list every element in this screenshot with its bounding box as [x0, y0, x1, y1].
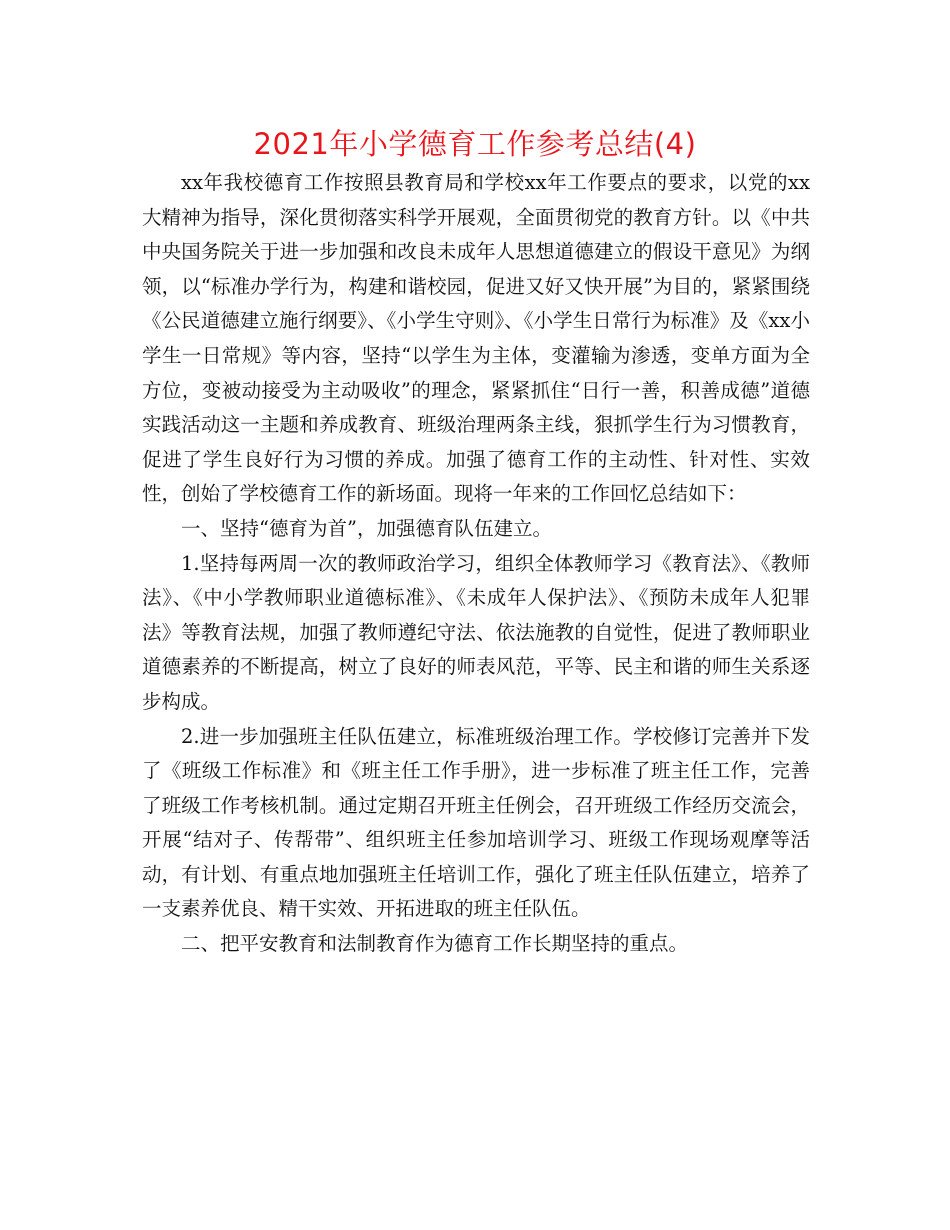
section-heading-2: 二、把平安教育和法制教育作为德育工作长期坚持的重点。 [181, 932, 689, 956]
paragraph-intro: xx年我校德育工作按照县教育局和学校xx年工作要点的要求，以党的xx大精神为指导，深化贯彻落实科学开展观，全面贯彻党的教育方针。以《中共中央国务院关于进一步加强和改良未成年人思想道德建立的假设干意见》为纲领，以“标准办学行为，构建和谐校园，促进又好又快开展”为目的，紧紧围绕《公民道德建立施行纲要》、《小学生守则》、《小学生日常行为标准》及《xx小学生一日常规》等内容，坚持“以学生为主体，变灌输为渗透，变单方面为全方位，变被动接受为主动吸收”的理念，紧紧抓住“日行一善，积善成德”道德实践活动这一主题和养成教育、班级治理两条主线，狠抓学生行为习惯教育，促进了学生良好行为习惯的养成。加强了德育工作的主动性、针对性、实效性，创始了学校德育工作的新场面。现将一年来的工作回忆总结如下： [142, 171, 810, 506]
paragraph-item-2: 2.进一步加强班主任队伍建立，标准班级治理工作。学校修订完善并下发了《班级工作标准》和《班主任工作手册》，进一步标准了班主任工作，完善了班级工作考核机制。通过定期召开班主任例会，召开班级工作经历交流会，开展“结对子、传帮带”、组织班主任参加培训学习、班级工作现场观摩等活动，有计划、有重点地加强班主任培训工作，强化了班主任队伍建立，培养了一支素养优良、精干实效、开拓进取的班主任队伍。 [142, 724, 810, 921]
section-heading-1: 一、坚持“德育为首”，加强德育队伍建立。 [181, 516, 552, 540]
document-body [142, 166, 810, 962]
paragraph-item-1: 1.坚持每两周一次的教师政治学习，组织全体教师学习《教育法》、《教师法》、《中小学教师职业道德标准》、《未成年人保护法》、《预防未成年人犯罪法》等教育法规，加强了教师遵纪守法、依法施教的自觉性，促进了教师职业道德素养的不断提高，树立了良好的师表风范，平等、民主和谐的师生关系逐步构成。 [142, 551, 810, 713]
document-title: 2021年小学德育工作参考总结(4) [253, 127, 697, 161]
